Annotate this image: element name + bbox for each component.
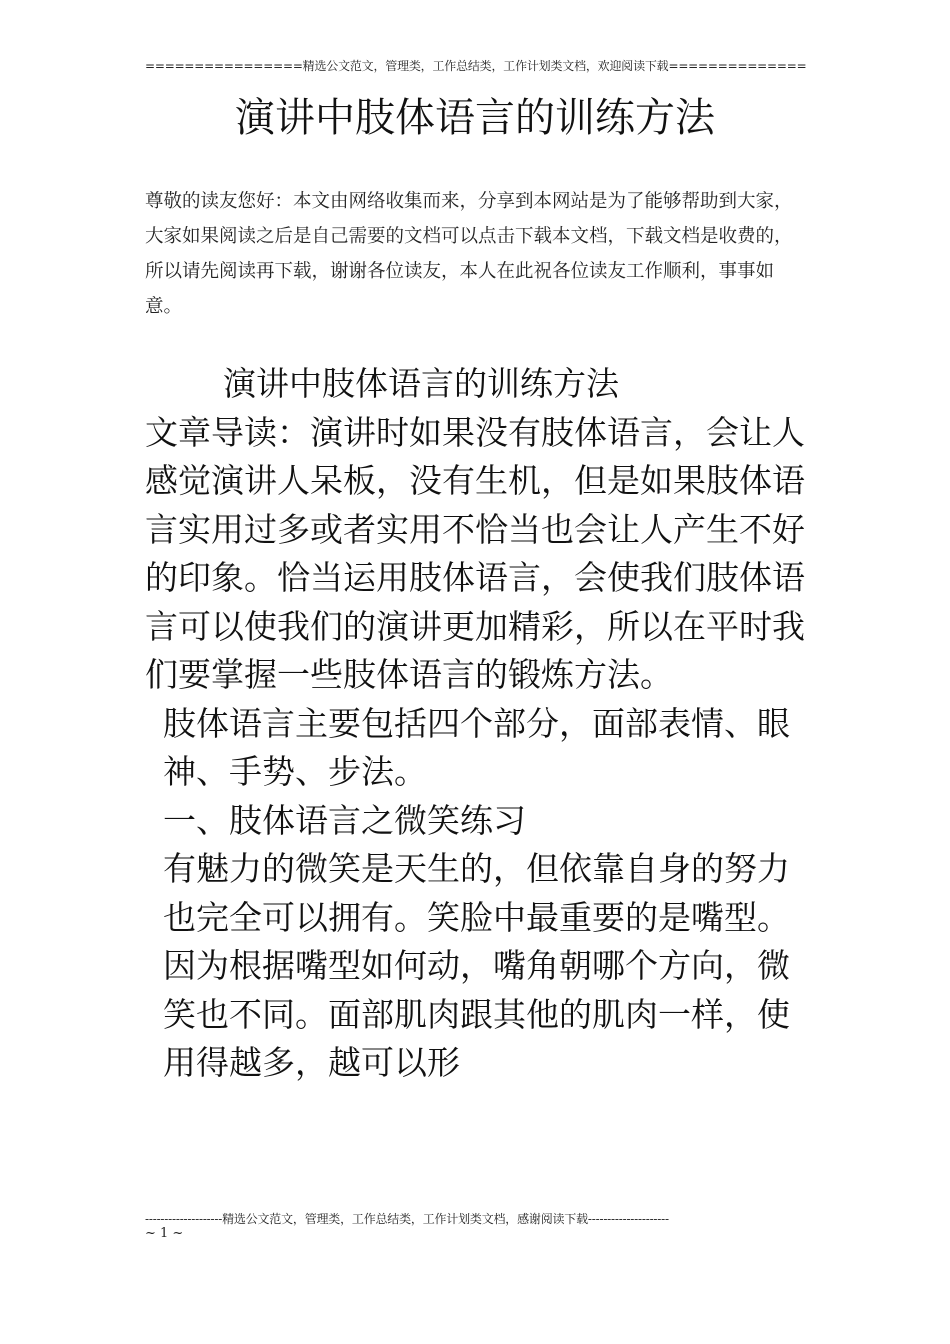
body-title: 演讲中肢体语言的训练方法	[223, 364, 619, 403]
document-body	[145, 360, 810, 1088]
reader-notice: 尊敬的读友您好：本文由网络收集而来，分享到本网站是为了能够帮助到大家，大家如果阅读之后是自己需要的文档可以点击下载本文档，下载文档是收费的，所以请先阅读再下载，谢谢各位读友，本人在此祝各位读友工作顺利，事事如意。	[145, 191, 793, 317]
section-heading-smile: 一、肢体语言之微笑练习	[163, 800, 526, 840]
document-title: 演讲中肢体语言的训练方法	[235, 95, 715, 141]
page-header: ================精选公文范文，管理类，工作总结类，工作计划类文档，欢迎阅读下载==============	[145, 59, 807, 73]
body-paragraph-smile: 有魅力的微笑是天生的，但依靠自身的努力也完全可以拥有。笑脸中最重要的是嘴型。因为根据嘴型如何动，嘴角朝哪个方向，微笑也不同。面部肌肉跟其他的肌肉一样，使用得越多，越可以形	[163, 849, 790, 1082]
body-paragraph-components: 肢体语言主要包括四个部分，面部表情、眼神、手势、步法。	[163, 703, 790, 791]
page-number: ~ 1 ~	[145, 1226, 184, 1241]
body-paragraph-intro: 文章导读：演讲时如果没有肢体语言，会让人感觉演讲人呆板，没有生机，但是如果肢体语言实用过多或者实用不恰当也会让人产生不好的印象。恰当运用肢体语言，会使我们肢体语言可以使我们的演讲更加精彩，所以在平时我们要掌握一些肢体语言的锻炼方法。	[145, 412, 805, 694]
page-footer: --------------------精选公文范文，管理类，工作总结类，工作计划类文档，感谢阅读下载---------------------	[145, 1212, 669, 1226]
